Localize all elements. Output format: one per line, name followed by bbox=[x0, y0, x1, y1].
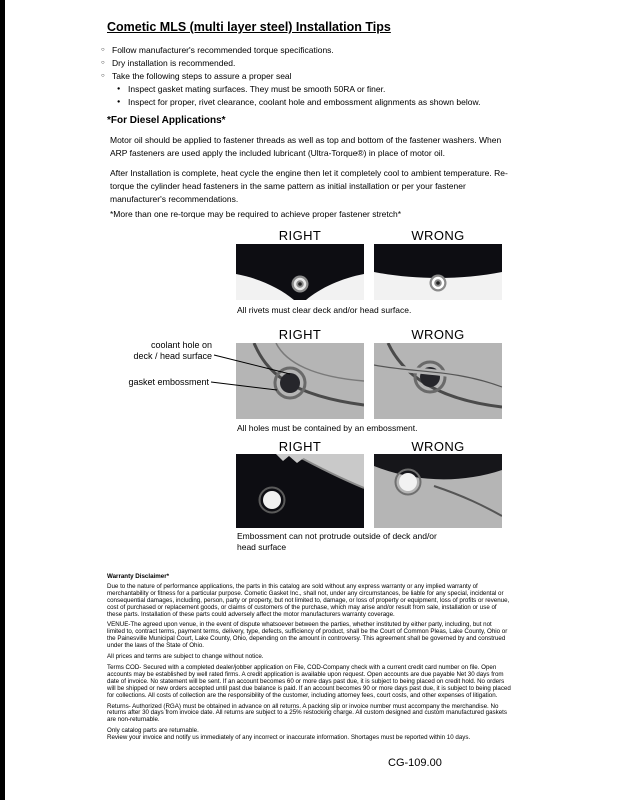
diesel-paragraph-retorque: After Installation is complete, heat cycle the engine then let it completely cool to ambient temperature. Re-torque the cylinder head fasteners in the same pattern as initial installation or per your fastener manufacturer's recommendations. bbox=[110, 168, 508, 204]
rivet-right-diagram bbox=[236, 244, 364, 300]
legal-paragraph: Review your invoice and notify us immediately of any incorrect or inaccurate information. Shortages must be reported within 10 days. bbox=[107, 734, 471, 742]
tip-item: ○ Take the following steps to assure a proper seal bbox=[101, 70, 480, 83]
page-number: CG-109.00 bbox=[388, 757, 442, 769]
row3-right-label: RIGHT bbox=[278, 439, 322, 454]
diesel-applications-heading: *For Diesel Applications* bbox=[107, 115, 226, 126]
coolant-hole-right-diagram bbox=[236, 343, 364, 419]
gasket-embossment-annotation: gasket embossment bbox=[128, 377, 209, 387]
embossment-right-diagram bbox=[236, 454, 364, 528]
legal-paragraph: All prices and terms are subject to change without notice. bbox=[107, 653, 264, 661]
diesel-paragraph-oil: Motor oil should be applied to fastener threads as well as top and bottom of the fastener washers. When ARP fasteners are used apply the included lubricant (Ultra-Torque®) in place of motor oil. bbox=[110, 135, 502, 158]
legal-paragraph: Due to the nature of performance applications, the parts in this catalog are sold without any express warranty or any implied warranty of merchantability or fitness for a particular purpose. Cometic Gasket Inc., shall not, under any circumstances, be liable for any special, incidental or consequential damages, including, person, party or property, but not limited to, damage, or loss of property or equipment, loss of profits or revenue, cost of purchased or replacement goods, or claims of customers of the purchase, which may arise and/or result from sale, installation or use of these parts. Installation of these parts could adversely affect the motor manufacturers warranty coverage. bbox=[107, 582, 510, 618]
row2-wrong-label: WRONG bbox=[411, 327, 465, 342]
page-title: Cometic MLS (multi layer steel) Installation Tips bbox=[107, 20, 391, 34]
retorque-note: *More than one re-torque may be required to achieve proper fastener stretch* bbox=[110, 209, 402, 219]
row2-right-label: RIGHT bbox=[278, 327, 322, 342]
embossment-wrong-diagram bbox=[374, 454, 502, 528]
row1-right-label: RIGHT bbox=[278, 228, 322, 243]
warranty-disclaimer-heading: Warranty Disclaimer* bbox=[107, 573, 170, 580]
installation-tips-list bbox=[101, 44, 480, 109]
tip-item: ○ Follow manufacturer's recommended torque specifications. bbox=[101, 44, 480, 57]
legal-paragraph: Terms COD- Secured with a completed dealer/jobber application on File, COD-Company check with a current credit card number on file. Open accounts may be established by well rated firms. A credit application is available upon request. Open accounts are due payable Net 30 days from date of invoice. No statement will be sent. If an account becomes 60 or more days past due, it is subject to being placed on credit hold. No orders will be shipped or new orders accepted until past due balance is paid. If an account becomes 90 or more days past due, it is subject to being placed for collections. All costs of collection are the responsibility of the customer, including attorney fees, court costs, and other expenses of litigation. bbox=[107, 663, 511, 699]
embossment-caption: Embossment can not protrude outside of deck and/or head surface bbox=[237, 531, 437, 552]
coolant-hole-wrong-diagram bbox=[374, 343, 502, 419]
warranty-disclaimer-section bbox=[107, 574, 511, 746]
legal-paragraph: Returns- Authorized (RGA) must be obtained in advance on all returns. A packing slip or invoice number must accompany the merchandise. No returns after 30 days from invoice date. All returns are subject to a 25% restocking charge. All custom designed and custom manufactured gaskets are non-returnable. bbox=[107, 702, 507, 724]
row1-wrong-label: WRONG bbox=[411, 228, 465, 243]
row3-wrong-label: WRONG bbox=[411, 439, 465, 454]
legal-paragraph: Only catalog parts are returnable. bbox=[107, 727, 199, 735]
legal-paragraph: VENUE-The agreed upon venue, in the event of dispute whatsoever between the parties, whether instituted by either party, including, but not limited to, contract terms, payment terms, delivery, type, defects, sufficiency of product, shall be the Court of Common Pleas, Lake County, Ohio or the Painesville Municipal Court, Lake County, Ohio, depending on the amount in controversy. This agreement shall be governed by and construed under the laws of the State of Ohio. bbox=[107, 621, 508, 650]
diagram-section bbox=[0, 228, 618, 560]
rivet-wrong-diagram bbox=[374, 244, 502, 300]
tip-subitem: ● Inspect for proper, rivet clearance, coolant hole and embossment alignments as shown below. bbox=[117, 96, 480, 109]
coolant-hole-annotation bbox=[112, 340, 212, 362]
coolant-hole-annotation-line1: coolant hole on bbox=[150, 340, 212, 350]
tip-subitem: ● Inspect gasket mating surfaces. They must be smooth 50RA or finer. bbox=[117, 83, 480, 96]
rivet-caption: All rivets must clear deck and/or head surface. bbox=[237, 305, 412, 315]
coolant-hole-annotation-line2: deck / head surface bbox=[133, 351, 212, 361]
tip-item: ○ Dry installation is recommended. bbox=[101, 57, 480, 70]
holes-caption: All holes must be contained by an embossment. bbox=[237, 423, 418, 433]
